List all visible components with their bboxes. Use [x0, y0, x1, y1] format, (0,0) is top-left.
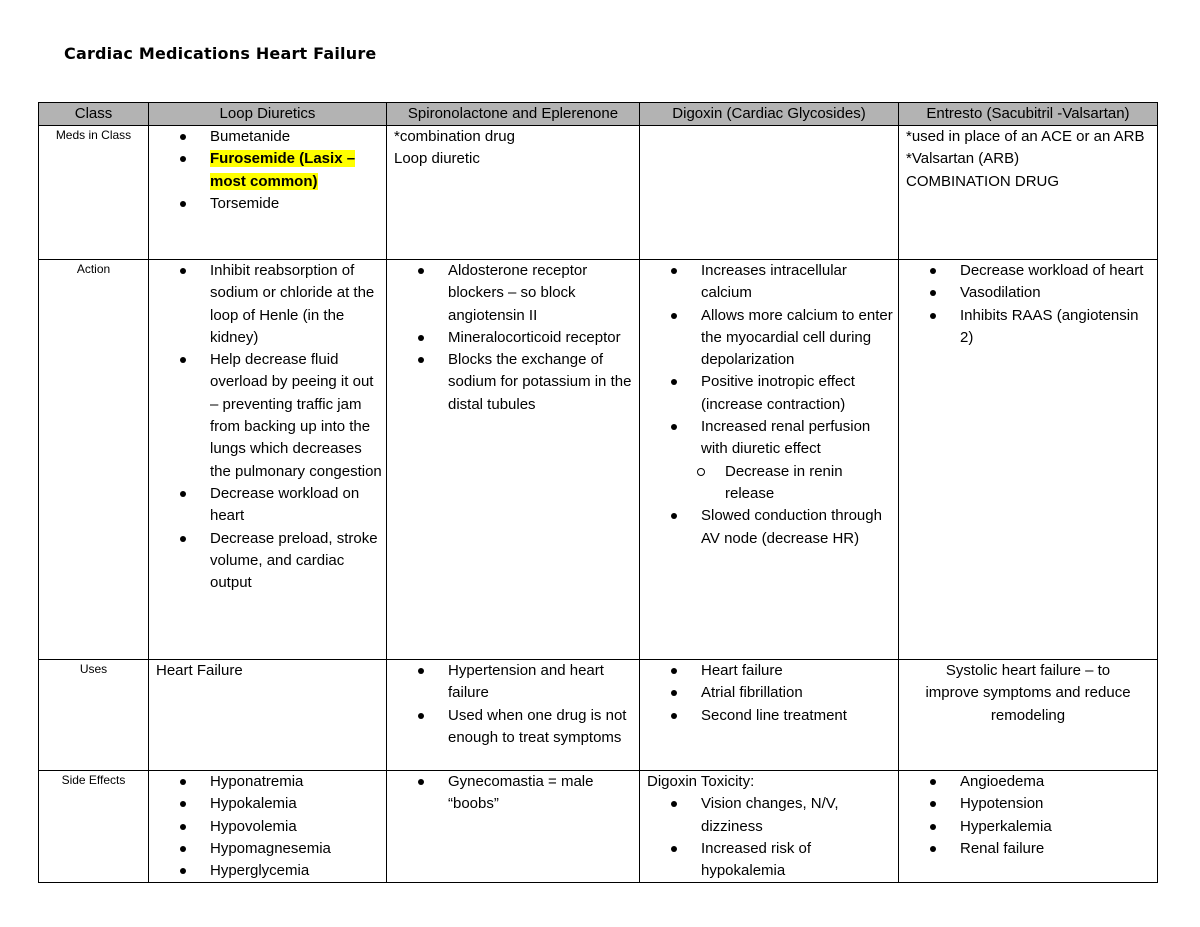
cell-uses-spiro	[387, 660, 640, 771]
text-line: *used in place of an ACE or an ARB	[906, 128, 1145, 145]
list-item: Allows more calcium to enter the myocardial cell during depolarization	[671, 305, 894, 372]
list-item: Help decrease fluid overload by peeing it out – preventing traffic jam from backing up into the lungs which decreases the pulmonary congestion	[180, 349, 382, 483]
cell-action-digoxin	[640, 260, 899, 660]
header-digoxin: Digoxin (Cardiac Glycosides)	[640, 103, 899, 126]
list-item: Gynecomastia = male “boobs”	[418, 771, 635, 816]
cell-side-digoxin	[640, 771, 899, 883]
cell-meds-digoxin	[640, 126, 899, 260]
text-line: Loop diuretic	[394, 150, 480, 168]
highlighted-text: Furosemide (Lasix – most common)	[210, 150, 356, 190]
medications-table	[38, 102, 1158, 883]
document-title: Cardiac Medications Heart Failure	[64, 44, 377, 63]
list-item: Torsemide	[180, 193, 382, 215]
list-item: Hypomagnesemia	[180, 838, 382, 860]
list-item: Blocks the exchange of sodium for potassium in the distal tubules	[418, 349, 635, 416]
list-item-text: Increased renal perfusion with diuretic effect	[701, 418, 871, 458]
header-spironolactone: Spironolactone and Eplerenone	[387, 103, 640, 126]
header-row	[39, 103, 1158, 126]
list-item: Hyponatremia	[180, 771, 382, 793]
list-item: Heart failure	[671, 660, 894, 682]
list-item: Hyperglycemia	[180, 860, 382, 882]
cell-uses-digoxin	[640, 660, 899, 771]
list-item: Vasodilation	[930, 282, 1153, 304]
row-label-action: Action	[39, 260, 149, 660]
list-item: Slowed conduction through AV node (decrease HR)	[671, 505, 894, 550]
list-item	[180, 148, 382, 193]
cell-side-loop	[149, 771, 387, 883]
list-item: Aldosterone receptor blockers – so block angiotensin II	[418, 260, 635, 327]
header-class: Class	[39, 103, 149, 126]
list-item: Decrease workload on heart	[180, 483, 382, 528]
list-item: Hyperkalemia	[930, 816, 1153, 838]
list-item: Hypotension	[930, 793, 1153, 815]
list-item: Inhibit reabsorption of sodium or chloride at the loop of Henle (in the kidney)	[180, 260, 382, 349]
text-line: Systolic heart failure – to	[945, 662, 1111, 679]
list-item: Renal failure	[930, 838, 1153, 860]
text-line: COMBINATION DRUG	[906, 172, 1060, 190]
cell-side-entresto	[899, 771, 1158, 883]
cell-side-spiro	[387, 771, 640, 883]
list-item: Used when one drug is not enough to treat symptoms	[418, 705, 635, 750]
cell-action-entresto	[899, 260, 1158, 660]
row-meds-in-class	[39, 126, 1158, 260]
list-item: Decrease workload of heart	[930, 260, 1153, 282]
list-item: Hypertension and heart failure	[418, 660, 635, 705]
list-item: Increases intracellular calcium	[671, 260, 894, 305]
row-label-side-effects: Side Effects	[39, 771, 149, 883]
text-line: *Valsartan (ARB)	[906, 150, 1020, 168]
header-loop-diuretics: Loop Diuretics	[149, 103, 387, 126]
row-label-uses: Uses	[39, 660, 149, 771]
cell-meds-spiro	[387, 126, 640, 260]
header-entresto: Entresto (Sacubitril -Valsartan)	[899, 103, 1158, 126]
list-item	[671, 416, 894, 505]
sub-list-item: Decrease in renin release	[695, 461, 894, 506]
cell-action-spiro	[387, 260, 640, 660]
cell-uses-entresto	[899, 660, 1158, 771]
list-item: Positive inotropic effect (increase contraction)	[671, 371, 894, 416]
list-item: Hypovolemia	[180, 816, 382, 838]
digoxin-toxicity-heading: Digoxin Toxicity:	[647, 773, 755, 790]
cell-action-loop	[149, 260, 387, 660]
cell-uses-loop: Heart Failure	[149, 660, 387, 771]
row-action	[39, 260, 1158, 660]
text-line: improve symptoms and reduce	[925, 684, 1131, 702]
list-item: Mineralocorticoid receptor	[418, 327, 635, 349]
text-line: remodeling	[990, 706, 1066, 724]
list-item: Decrease preload, stroke volume, and cardiac output	[180, 528, 382, 595]
text-line: *combination drug	[394, 128, 515, 145]
list-item: Hypokalemia	[180, 793, 382, 815]
cell-meds-entresto	[899, 126, 1158, 260]
row-label-meds: Meds in Class	[39, 126, 149, 260]
list-item: Bumetanide	[180, 126, 382, 148]
list-item: Vision changes, N/V, dizziness	[671, 793, 894, 838]
list-item: Increased risk of hypokalemia	[671, 838, 894, 883]
row-uses	[39, 660, 1158, 771]
list-item: Second line treatment	[671, 705, 894, 727]
list-item: Angioedema	[930, 771, 1153, 793]
list-item: Inhibits RAAS (angiotensin 2)	[930, 305, 1153, 350]
list-item: Atrial fibrillation	[671, 682, 894, 704]
row-side-effects	[39, 771, 1158, 883]
cell-meds-loop	[149, 126, 387, 260]
